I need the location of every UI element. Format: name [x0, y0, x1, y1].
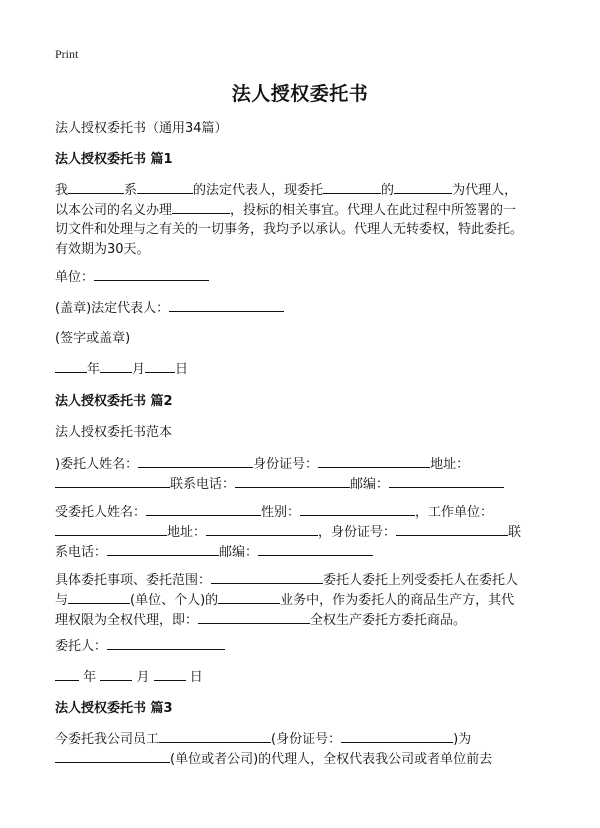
- text: 地址：: [430, 457, 470, 472]
- day-label: 日: [175, 362, 189, 377]
- unit-line: [55, 267, 209, 288]
- scope-row1: [55, 570, 545, 590]
- text: 地址：: [167, 525, 207, 540]
- day-blank[interactable]: [145, 359, 175, 373]
- year-blank[interactable]: [55, 359, 87, 373]
- section1-row4: 有效期为30天。: [55, 242, 150, 257]
- text: 为代理人，: [452, 183, 518, 198]
- client-zip-blank[interactable]: [389, 474, 504, 488]
- client-name-blank[interactable]: [138, 454, 253, 468]
- section1-row3: 切文件和处理与之有关的一切事务，我均予以承认。代理人无转委权，特此委托。: [55, 222, 524, 237]
- text: 邮编：: [219, 545, 259, 560]
- unit-blank[interactable]: [94, 267, 209, 281]
- client-phone-blank[interactable]: [235, 474, 350, 488]
- section2-heading: 法人授权委托书 篇2: [55, 394, 173, 409]
- text: 联: [508, 525, 522, 540]
- text: ，身份证号：: [318, 525, 397, 540]
- text: 委托人委托上列受委托人在委托人: [323, 573, 519, 588]
- text: 具体委托事项、委托范围：: [55, 573, 212, 588]
- text: )委托人姓名：: [55, 457, 139, 472]
- section3-row1: [55, 729, 545, 749]
- text: ，工作单位：: [415, 505, 494, 520]
- scope-row2: [55, 590, 545, 610]
- print-label[interactable]: Print: [55, 47, 79, 61]
- text: (身份证号：: [271, 732, 342, 747]
- section1-date: [55, 359, 188, 380]
- year-blank[interactable]: [55, 667, 79, 681]
- blank-field[interactable]: [394, 180, 452, 194]
- section1-heading: 法人授权委托书 篇1: [55, 152, 173, 167]
- principal-blank[interactable]: [107, 636, 225, 650]
- client-block: [55, 454, 545, 494]
- text: 与: [55, 593, 69, 608]
- scope-block: [55, 570, 545, 630]
- section3-heading: 法人授权委托书 篇3: [55, 701, 173, 716]
- section1-paragraph: [55, 180, 545, 260]
- document-title: 法人授权委托书: [231, 83, 369, 105]
- text: 受委托人姓名：: [55, 505, 147, 520]
- agent-zip-blank[interactable]: [258, 542, 373, 556]
- blank-field[interactable]: [137, 180, 193, 194]
- principal-label: 委托人：: [55, 639, 108, 654]
- unit-label: 单位：: [55, 270, 95, 285]
- text: 以本公司的名义办理: [55, 203, 173, 218]
- document-subtitle: 法人授权委托书（通用34篇）: [55, 121, 228, 136]
- agent-row3: [55, 542, 545, 562]
- agent-id-blank[interactable]: [396, 522, 508, 536]
- text: 的法定代表人，现委托: [193, 183, 324, 198]
- client-address-blank[interactable]: [55, 474, 170, 488]
- section1-row1: [55, 180, 545, 200]
- employee-id-blank[interactable]: [341, 729, 453, 743]
- text: 的: [381, 183, 395, 198]
- employee-blank[interactable]: [159, 729, 271, 743]
- scope-row3: [55, 610, 545, 630]
- section1-row2: [55, 200, 545, 220]
- blank-field[interactable]: [323, 180, 381, 194]
- company-blank[interactable]: [55, 749, 170, 763]
- text: 身份证号：: [253, 457, 319, 472]
- agent-address-blank[interactable]: [206, 522, 318, 536]
- text: 理权限为全权代理，即：: [55, 613, 199, 628]
- seal-line: [55, 298, 284, 319]
- agent-gender-blank[interactable]: [300, 502, 415, 516]
- text: 联系电话：: [170, 477, 236, 492]
- text: 性别：: [261, 505, 301, 520]
- agent-unit-blank[interactable]: [55, 522, 167, 536]
- client-row2: [55, 474, 545, 494]
- year-label: 年: [83, 670, 97, 685]
- principal-line: [55, 636, 225, 657]
- month-blank[interactable]: [100, 359, 132, 373]
- text: (单位、个人)的: [130, 593, 219, 608]
- client-id-blank[interactable]: [318, 454, 430, 468]
- blank-field[interactable]: [68, 180, 124, 194]
- text: 我: [55, 183, 69, 198]
- text: (单位或者公司)的代理人，全权代表我公司或者单位前去: [170, 752, 493, 767]
- sample-label: 法人授权委托书范本: [55, 425, 173, 440]
- section3-paragraph: [55, 729, 545, 769]
- text: 全权生产委托方委托商品。: [310, 613, 467, 628]
- month-blank[interactable]: [100, 667, 132, 681]
- agent-block: [55, 502, 545, 562]
- month-label: 月: [132, 362, 146, 377]
- client-row1: [55, 454, 545, 474]
- seal-label: (盖章)法定代表人：: [55, 301, 170, 316]
- business-blank[interactable]: [218, 590, 280, 604]
- blank-field[interactable]: [172, 200, 230, 214]
- agent-row2: [55, 522, 545, 542]
- month-label: 月: [136, 670, 150, 685]
- sign-label: (签字或盖章): [55, 331, 131, 346]
- section3-row2: [55, 749, 545, 769]
- agent-name-blank[interactable]: [146, 502, 261, 516]
- text: 系: [124, 183, 138, 198]
- party-blank[interactable]: [68, 590, 130, 604]
- legal-rep-blank[interactable]: [169, 298, 284, 312]
- section2-date: [55, 667, 203, 688]
- day-label: 日: [189, 670, 203, 685]
- agent-row1: [55, 502, 545, 522]
- text: 业务中，作为委托人的商品生产方，其代: [280, 593, 515, 608]
- text: 今委托我公司员工: [55, 732, 160, 747]
- text: ，投标的相关事宜。代理人在此过程中所签署的一: [230, 203, 517, 218]
- agent-phone-blank[interactable]: [107, 542, 219, 556]
- text: )为: [453, 732, 472, 747]
- scope-blank[interactable]: [211, 570, 323, 584]
- text: 系电话：: [55, 545, 108, 560]
- text: 邮编：: [350, 477, 390, 492]
- authority-blank[interactable]: [198, 610, 310, 624]
- year-label: 年: [87, 362, 101, 377]
- day-blank[interactable]: [154, 667, 186, 681]
